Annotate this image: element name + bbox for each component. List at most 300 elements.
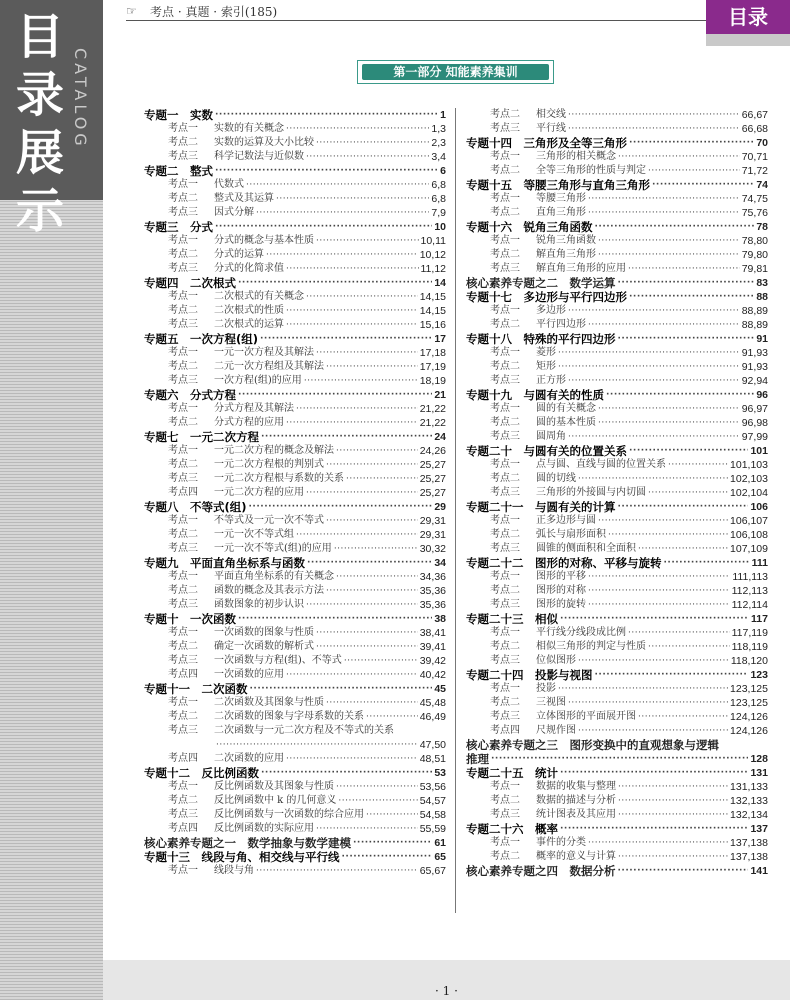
toc-item-row[interactable]: [144, 416, 446, 430]
toc-topic-title: 专题十三 线段与角、相交线与平行线: [144, 850, 340, 864]
toc-item-row[interactable]: [466, 542, 768, 556]
toc-item-row-continued[interactable]: [144, 738, 446, 752]
toc-item-text: 反比例函数与一次函数的综合应用: [214, 809, 364, 820]
toc-item-row[interactable]: [466, 710, 768, 724]
toc-page-number: 97,99: [741, 431, 768, 443]
toc-item-label: [466, 542, 636, 556]
toc-item-kaodian: 考点二: [490, 795, 520, 806]
toc-item-row[interactable]: [144, 654, 446, 668]
toc-item-label: [466, 528, 606, 542]
toc-item-label: [144, 794, 336, 808]
toc-item-row[interactable]: [144, 150, 446, 164]
toc-item-kaodian: 考点一: [490, 627, 520, 638]
toc-item-text: 反比例函数的实际应用: [214, 823, 314, 834]
toc-page-number: 101: [750, 445, 768, 457]
toc-item-row[interactable]: [466, 808, 768, 822]
toc-page-number: 35,36: [419, 599, 446, 611]
toc-item-row[interactable]: [144, 234, 446, 248]
toc-item-text: 一次函数与方程(组)、不等式: [214, 655, 342, 666]
toc-page-number: 48,51: [419, 753, 446, 765]
toc-item-row[interactable]: [144, 122, 446, 136]
toc-page-number: 39,41: [419, 641, 446, 653]
toc-item-label: [144, 514, 324, 528]
toc-item-row[interactable]: [144, 542, 446, 556]
toc-item-row[interactable]: [466, 150, 768, 164]
toc-item-row[interactable]: [144, 290, 446, 304]
toc-item-row[interactable]: [144, 752, 446, 766]
toc-item-row[interactable]: [466, 486, 768, 500]
toc-page-number: 96,98: [741, 417, 768, 429]
toc-topic-title: 专题十二 反比例函数: [144, 766, 259, 780]
toc-item-label: [144, 752, 284, 766]
toc-topic-row[interactable]: [144, 766, 446, 780]
toc-topic-row[interactable]: [466, 136, 768, 150]
toc-topic-title: 核心素养专题之一 数学抽象与数学建模: [144, 836, 351, 850]
toc-item-kaodian: 考点三: [168, 207, 198, 218]
toc-item-kaodian: 考点三: [490, 375, 520, 386]
dot-leader: [326, 514, 418, 528]
toc-item-text: 等腰三角形: [536, 193, 586, 204]
toc-item-label: [144, 584, 324, 598]
dot-leader: [215, 220, 432, 234]
toc-item-row[interactable]: [466, 192, 768, 206]
toc-topic-row[interactable]: [144, 612, 446, 626]
toc-topic-row[interactable]: [144, 332, 446, 346]
toc-item-text: 弧长与扇形面积: [536, 529, 606, 540]
toc-item-row[interactable]: [466, 416, 768, 430]
toc-item-kaodian: 考点二: [490, 249, 520, 260]
dot-leader: [568, 696, 728, 710]
toc-item-label: [466, 472, 576, 486]
sidebar-title: [10, 8, 70, 240]
toc-topic-row[interactable]: [144, 500, 446, 514]
toc-item-row[interactable]: [466, 346, 768, 360]
toc-item-row[interactable]: [466, 206, 768, 220]
dot-leader: [353, 836, 432, 850]
toc-item-row[interactable]: [144, 780, 446, 794]
dot-leader: [316, 626, 418, 640]
toc-item-row[interactable]: [144, 626, 446, 640]
toc-topic-title: 专题二十六 概率: [466, 822, 558, 836]
toc-item-label: [144, 640, 314, 654]
toc-item-row[interactable]: [144, 808, 446, 822]
toc-item-row[interactable]: [466, 794, 768, 808]
toc-item-label: [466, 430, 566, 444]
dot-leader: [306, 150, 429, 164]
toc-topic-row[interactable]: [466, 556, 768, 570]
toc-item-kaodian: 考点一: [168, 627, 198, 638]
dot-leader: [629, 444, 748, 458]
toc-item-text: 圆的基本性质: [536, 417, 596, 428]
toc-topic-row[interactable]: [466, 500, 768, 514]
toc-page-number: 35,36: [419, 585, 446, 597]
toc-item-row[interactable]: [466, 360, 768, 374]
toc-core-title-cont: 推理: [466, 752, 489, 766]
toc-topic-row[interactable]: [466, 612, 768, 626]
toc-item-label: [466, 304, 566, 318]
toc-item-row[interactable]: [466, 584, 768, 598]
toc-item-label: [466, 108, 566, 122]
toc-item-text: 一次函数的应用: [214, 669, 284, 680]
toc-topic-row[interactable]: [466, 766, 768, 780]
toc-item-row[interactable]: [466, 430, 768, 444]
dot-leader: [326, 584, 418, 598]
toc-page-number: 137,138: [730, 851, 768, 863]
toc-item-text: 图形的旋转: [536, 599, 586, 610]
dot-leader: [266, 248, 418, 262]
toc-item-row[interactable]: [144, 640, 446, 654]
sidebar-title-char: 示: [15, 183, 64, 239]
toc-item-label: [466, 248, 596, 262]
toc-item-kaodian: 考点二: [490, 361, 520, 372]
toc-item-text: 二次函数的图象与字母系数的关系: [214, 711, 364, 722]
toc-item-kaodian: 考点三: [168, 319, 198, 330]
toc-item-text: 二次根式的运算: [214, 319, 284, 330]
toc-page-number: 70: [756, 137, 768, 149]
dot-leader: [306, 598, 418, 612]
toc-topic-row[interactable]: [466, 290, 768, 304]
toc-item-row[interactable]: [144, 206, 446, 220]
toc-item-row[interactable]: [144, 136, 446, 150]
dot-leader: [286, 318, 418, 332]
toc-item-kaodian: 考点二: [168, 361, 198, 372]
toc-item-text: 线段与角: [214, 865, 254, 876]
toc-item-row[interactable]: [144, 402, 446, 416]
toc-item-row[interactable]: [466, 696, 768, 710]
toc-topic-title: 专题十八 特殊的平行四边形: [466, 332, 616, 346]
toc-item-row[interactable]: [144, 514, 446, 528]
toc-page-number: 53: [434, 767, 446, 779]
toc-item-text: 代数式: [214, 179, 244, 190]
toc-item-row[interactable]: [466, 248, 768, 262]
toc-item-kaodian: 考点三: [168, 543, 198, 554]
toc-item-label: [144, 654, 342, 668]
toc-page-number: 17: [434, 333, 446, 345]
toc-item-kaodian: 考点一: [490, 571, 520, 582]
toc-item-row[interactable]: [144, 570, 446, 584]
toc-item-kaodian: 考点二: [490, 585, 520, 596]
toc-item-row[interactable]: [144, 472, 446, 486]
toc-item-row[interactable]: [144, 486, 446, 500]
toc-topic-title: 专题三 分式: [144, 220, 213, 234]
toc-item-kaodian: 考点三: [490, 543, 520, 554]
toc-item-text: 函数图象的初步认识: [214, 599, 304, 610]
toc-topic-row[interactable]: [144, 430, 446, 444]
toc-item-label: [144, 402, 294, 416]
toc-core-row[interactable]: [144, 836, 446, 850]
toc-page-number: 34,36: [419, 571, 446, 583]
toc-item-kaodian: 考点三: [168, 151, 198, 162]
toc-item-label: [466, 486, 646, 500]
toc-item-row[interactable]: [144, 318, 446, 332]
toc-item-text: 分式的运算: [214, 249, 264, 260]
dot-leader: [668, 458, 728, 472]
dot-leader: [618, 276, 755, 290]
toc-item-row[interactable]: [466, 514, 768, 528]
dot-leader: [618, 808, 728, 822]
toc-item-text: 一元二次方程的应用: [214, 487, 304, 498]
dot-leader: [276, 192, 429, 206]
toc-topic-title: 专题二十三 相似: [466, 612, 558, 626]
toc-page-number: 66,67: [741, 109, 768, 121]
toc-item-row[interactable]: [466, 836, 768, 850]
toc-item-row[interactable]: [144, 444, 446, 458]
toc-topic-row[interactable]: [466, 178, 768, 192]
toc-item-row[interactable]: [466, 780, 768, 794]
toc-topic-row[interactable]: [466, 220, 768, 234]
toc-page-number: 66,68: [741, 123, 768, 135]
toc-item-row[interactable]: [144, 374, 446, 388]
toc-page-number: 47,50: [419, 739, 446, 751]
dot-leader: [618, 500, 749, 514]
toc-item-kaodian: 考点一: [490, 305, 520, 316]
dot-leader: [588, 318, 740, 332]
toc-item-text: 圆的切线: [536, 473, 576, 484]
dot-leader: [578, 654, 729, 668]
toc-page-number: 25,27: [419, 459, 446, 471]
dot-leader: [629, 290, 754, 304]
toc-topic-title: 专题十九 与圆有关的性质: [466, 388, 604, 402]
toc-item-text: 菱形: [536, 347, 556, 358]
toc-item-row[interactable]: [466, 570, 768, 584]
dot-leader: [598, 248, 740, 262]
toc-item-row[interactable]: [144, 794, 446, 808]
dot-leader: [366, 710, 418, 724]
toc-item-kaodian: 考点三: [490, 711, 520, 722]
toc-topic-row[interactable]: [466, 444, 768, 458]
toc-item-row[interactable]: [144, 822, 446, 836]
toc-item-row[interactable]: [466, 458, 768, 472]
toc-item-row[interactable]: [466, 598, 768, 612]
toc-item-row[interactable]: [144, 598, 446, 612]
toc-item-kaodian: 考点一: [168, 235, 198, 246]
toc-item-row[interactable]: [144, 304, 446, 318]
toc-topic-title: 专题六 分式方程: [144, 388, 236, 402]
toc-item-row[interactable]: [466, 234, 768, 248]
toc-item-row[interactable]: [466, 724, 768, 738]
toc-item-label: [144, 444, 334, 458]
part-banner-title: 第一部分 知能素养集训: [393, 65, 518, 79]
dot-leader: [286, 668, 418, 682]
toc-topic-row[interactable]: [466, 822, 768, 836]
toc-item-row[interactable]: [144, 696, 446, 710]
toc-item-label: [144, 528, 294, 542]
toc-item-text: 概率的意义与计算: [536, 851, 616, 862]
toc-topic-row[interactable]: [144, 108, 446, 122]
toc-page-number: 102,103: [730, 473, 768, 485]
dot-leader: [588, 584, 730, 598]
toc-item-label: [144, 486, 304, 500]
toc-item-row[interactable]: [144, 178, 446, 192]
dot-leader: [346, 472, 418, 486]
toc-item-label: [144, 248, 264, 262]
toc-item-row[interactable]: [144, 710, 446, 724]
toc-topic-row[interactable]: [466, 388, 768, 402]
toc-item-label: [144, 808, 364, 822]
toc-page-number: 118,120: [730, 655, 768, 667]
dot-leader: [568, 304, 740, 318]
toc-topic-row[interactable]: [144, 682, 446, 696]
toc-item-label: [144, 780, 334, 794]
toc-item-row[interactable]: [144, 668, 446, 682]
toc-page-number: 132,134: [730, 809, 768, 821]
toc-topic-title: 专题二十五 统计: [466, 766, 558, 780]
toc-item-text: 因式分解: [214, 207, 254, 218]
toc-item-text: 二次根式的有关概念: [214, 291, 304, 302]
toc-page-number: 123,125: [730, 683, 768, 695]
toc-item-row[interactable]: [144, 864, 446, 878]
toc-item-row[interactable]: [144, 528, 446, 542]
toc-item-row[interactable]: [466, 528, 768, 542]
dot-leader: [316, 822, 418, 836]
header-text: 考点 · 真题 · 索引(185): [150, 5, 278, 19]
toc-item-row[interactable]: [144, 458, 446, 472]
toc-core-title[interactable]: 核心素养专题之三 图形变换中的直观想象与逻辑: [466, 738, 719, 752]
toc-item-text: 立体图形的平面展开图: [536, 711, 636, 722]
toc-item-row[interactable]: [466, 304, 768, 318]
toc-topic-title: 专题十四 三角形及全等三角形: [466, 136, 627, 150]
toc-page-number: 132,133: [730, 795, 768, 807]
toc-page-number: 78,80: [741, 235, 768, 247]
dot-leader: [568, 430, 740, 444]
dot-leader: [316, 136, 429, 150]
toc-item-label: [466, 682, 556, 696]
toc-page-number: 21: [434, 389, 446, 401]
dot-leader: [316, 346, 418, 360]
dot-leader: [306, 290, 418, 304]
dot-leader: [618, 794, 728, 808]
toc-item-row[interactable]: [466, 402, 768, 416]
dot-leader: [598, 234, 740, 248]
toc-item-text: 锐角三角函数: [536, 235, 596, 246]
toc-item-text: 投影: [536, 683, 556, 694]
toc-item-row[interactable]: [466, 850, 768, 864]
toc-item-text: 不等式及一元一次不等式: [214, 515, 324, 526]
toc-item-text: 平面直角坐标系的有关概念: [214, 571, 334, 582]
toc-page-number: 128: [750, 753, 768, 765]
toc-page-number: 21,22: [419, 403, 446, 415]
toc-tab-shadow: [706, 34, 790, 46]
toc-item-kaodian: 考点三: [168, 599, 198, 610]
toc-item-label: [466, 374, 566, 388]
toc-item-text: 函数的概念及其表示方法: [214, 585, 324, 596]
toc-item-row[interactable]: [144, 262, 446, 276]
toc-item-row[interactable]: [466, 654, 768, 668]
toc-topic-row[interactable]: [466, 668, 768, 682]
toc-page-number: 102,104: [730, 487, 768, 499]
toc-item-row[interactable]: [144, 192, 446, 206]
dot-leader: [618, 864, 749, 878]
toc-item-label: [466, 780, 616, 794]
toc-item-kaodian: 考点二: [490, 109, 520, 120]
dot-leader: [238, 612, 432, 626]
toc-page-number: 123: [750, 669, 768, 681]
toc-core-row[interactable]: [466, 752, 768, 766]
toc-topic-row[interactable]: [144, 556, 446, 570]
toc-topic-row[interactable]: [144, 164, 446, 178]
toc-page-number: 14,15: [419, 305, 446, 317]
toc-item-label: [144, 626, 314, 640]
toc-item-row[interactable]: [144, 248, 446, 262]
toc-page-number: 137,138: [730, 837, 768, 849]
dot-leader: [638, 542, 728, 556]
toc-page-number: 10,11: [420, 235, 446, 247]
toc-item-row[interactable]: [144, 360, 446, 374]
toc-topic-row[interactable]: [144, 276, 446, 290]
toc-page-number: 24: [434, 431, 446, 443]
toc-item-row[interactable]: [466, 108, 768, 122]
toc-page-number: 14,15: [419, 291, 446, 303]
toc-item-row[interactable]: [466, 318, 768, 332]
toc-item-row[interactable]: [144, 346, 446, 360]
toc-item-kaodian: 考点二: [490, 165, 520, 176]
toc-topic-row[interactable]: [144, 850, 446, 864]
toc-item-row[interactable]: [144, 584, 446, 598]
toc-item-row[interactable]: [466, 472, 768, 486]
toc-core-row[interactable]: [466, 276, 768, 290]
toc-item-row[interactable]: [466, 374, 768, 388]
toc-item-row[interactable]: [466, 682, 768, 696]
toc-page-number: 6: [440, 165, 446, 177]
toc-item-text: 平行线分线段成比例: [536, 627, 626, 638]
toc-item-label: [144, 192, 274, 206]
dot-leader: [648, 164, 740, 178]
toc-item-row[interactable]: [466, 262, 768, 276]
toc-item-kaodian: 考点一: [168, 179, 198, 190]
toc-topic-row[interactable]: [144, 388, 446, 402]
toc-page-number: 111,113: [732, 571, 768, 583]
toc-item-kaodian: 考点三: [490, 431, 520, 442]
toc-topic-title: 专题二十四 投影与视图: [466, 668, 593, 682]
toc-item-kaodian: 考点一: [490, 193, 520, 204]
toc-page-number: 70,71: [741, 151, 768, 163]
toc-topic-title: 专题五 一次方程(组): [144, 332, 259, 346]
toc-item-row[interactable]: [466, 164, 768, 178]
toc-item-label: [466, 346, 556, 360]
toc-item-text: 反比例函数中 k 的几何意义: [214, 795, 337, 806]
toc-core-row[interactable]: [466, 864, 768, 878]
toc-page-number: 1: [440, 109, 446, 121]
toc-item-text: 图形的对称: [536, 585, 586, 596]
toc-item-label: [466, 164, 646, 178]
toc-topic-row[interactable]: [466, 332, 768, 346]
toc-item-row[interactable]: [466, 626, 768, 640]
toc-page-number: 124,126: [730, 711, 768, 723]
toc-item-label: [466, 262, 626, 276]
toc-item-label: [144, 696, 324, 710]
toc-item-row[interactable]: [466, 640, 768, 654]
toc-topic-row[interactable]: [144, 220, 446, 234]
toc-page-number: 17,18: [419, 347, 446, 359]
toc-item-kaodian: 考点一: [490, 403, 520, 414]
toc-item-kaodian: 考点三: [168, 375, 198, 386]
toc-item-kaodian: 考点二: [168, 585, 198, 596]
toc-page-number: 30,32: [419, 543, 446, 555]
sidebar-title-block: [0, 0, 103, 239]
toc-item-kaodian: 考点一: [490, 151, 520, 162]
toc-item-kaodian: 考点二: [490, 473, 520, 484]
toc-item-text: 点与圆、直线与圆的位置关系: [536, 459, 666, 470]
toc-item-kaodian: 考点四: [168, 487, 198, 498]
toc-page-number: 46,49: [419, 711, 446, 723]
toc-item-text: 矩形: [536, 361, 556, 372]
dot-leader: [588, 836, 728, 850]
toc-item-row[interactable]: [466, 122, 768, 136]
toc-item-kaodian: 考点二: [490, 641, 520, 652]
toc-item-label: [466, 626, 626, 640]
toc-topic-title: 专题七 一元二次方程: [144, 430, 259, 444]
toc-item-row[interactable]: [144, 724, 446, 738]
